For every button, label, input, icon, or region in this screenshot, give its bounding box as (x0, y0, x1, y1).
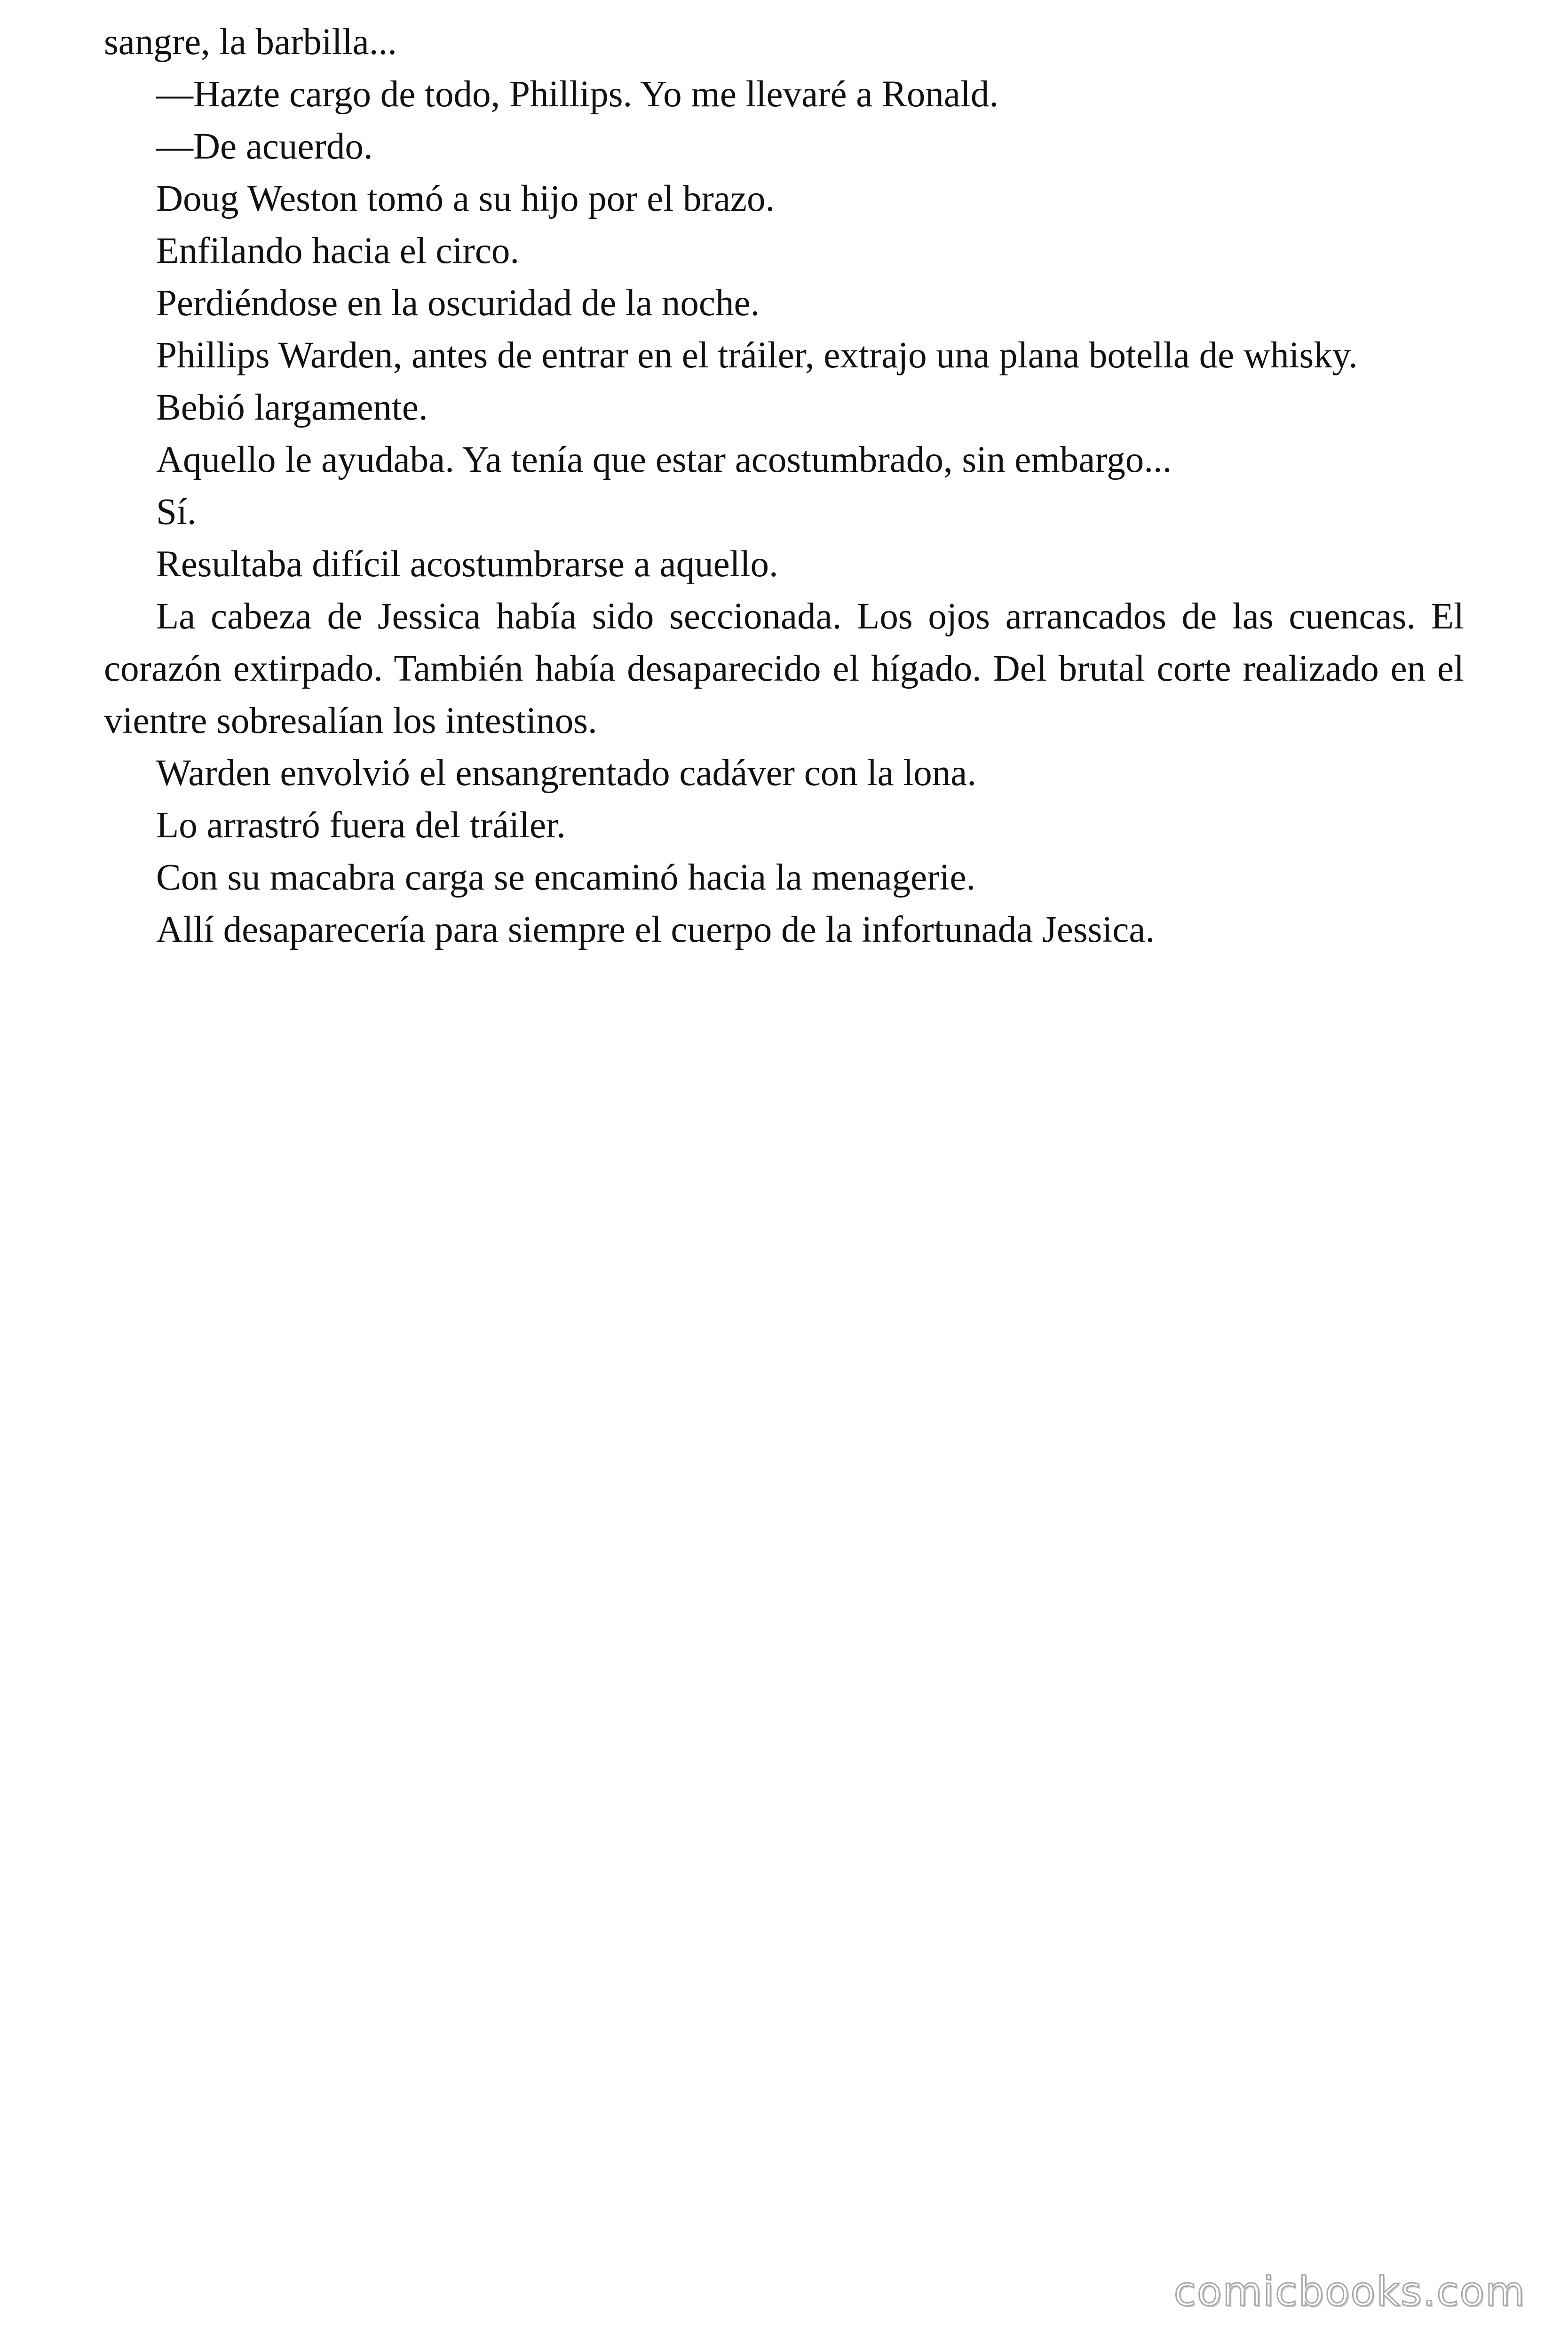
paragraph: —De acuerdo. (156, 126, 373, 167)
paragraph: Warden envolvió el ensangrentado cadáver con la lona. (156, 753, 977, 794)
paragraph: Doug Weston tomó a su hijo por el brazo. (156, 178, 775, 219)
paragraph: sangre, la barbilla... (104, 22, 397, 63)
paragraph: Enfilando hacia el circo. (156, 230, 520, 271)
paragraph: —Hazte cargo de todo, Phillips. Yo me llevaré a Ronald. (156, 74, 999, 115)
paragraph: Allí desaparecería para siempre el cuerpo de la infortunada Jessica. (156, 909, 1155, 950)
paragraph: Aquello le ayudaba. Ya tenía que estar acostumbrado, sin embargo... (156, 439, 1172, 480)
paragraph: Perdiéndose en la oscuridad de la noche. (156, 283, 760, 324)
paragraph: Phillips Warden, antes de entrar en el tráiler, extrajo una plana botella de whisky. (156, 335, 1358, 376)
paragraph: Lo arrastró fuera del tráiler. (156, 805, 566, 846)
body-text (104, 16, 1464, 956)
paragraph: Bebió largamente. (156, 387, 428, 428)
paragraph: Con su macabra carga se encaminó hacia la menagerie. (156, 857, 976, 898)
watermark-logo: comicbooks.com (1173, 2268, 1526, 2315)
paragraph: Resultaba difícil acostumbrarse a aquello. (156, 544, 778, 585)
paragraph: Sí. (156, 492, 197, 532)
paragraph: La cabeza de Jessica había sido seccionada. Los ojos arrancados de las cuencas. El corazón extirpado. También había desaparecido el hígado. Del brutal corte realizado en el vientre sobresalían los intestinos. (104, 596, 1464, 741)
